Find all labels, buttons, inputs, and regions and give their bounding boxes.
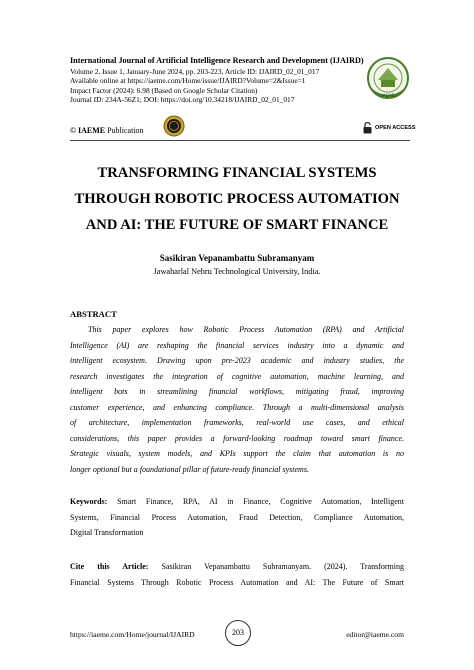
abstract-line: This paper explores how Robotic Process Automation (RPA) and Artificial <box>88 325 404 334</box>
keywords-line <box>70 494 404 510</box>
abstract-line: of architecture, implementation frameworks, real-world use cases, and ethical <box>70 418 404 427</box>
publisher-badge-icon <box>163 115 185 137</box>
impact-factor-line: Impact Factor (2024): 6.98 (Based on Google Scholar Citation) <box>70 85 258 95</box>
keywords-block <box>70 494 404 541</box>
abstract-line: intelligent bots in streamlining financial workflows, mitigating fraud, improving <box>70 387 404 396</box>
publisher-label <box>70 126 144 135</box>
title-line: AND AI: THE FUTURE OF SMART FINANCE <box>85 217 389 233</box>
abstract-line: considerations, this paper provides a forward-looking roadmap toward smart finance. <box>70 433 404 443</box>
keywords-line: Systems, Financial Process Automation, Fraud Detection, Compliance Automation, <box>70 512 404 522</box>
svg-text:IAEME: IAEME <box>381 93 395 98</box>
volume-line: Volume 2, Issue 1, January-June 2024, pp. 203-223, Article ID: IJAIRD_02_01_017 <box>70 66 320 76</box>
abstract-line: customer experience, and enhancing compliance. Through a multi-dimensional analysis <box>70 402 404 412</box>
keywords-line: Digital Transformation <box>70 528 144 537</box>
available-online-line[interactable]: Available online at https://iaeme.com/Home/issue/IJAIRD?Volume=2&Issue=1 <box>70 76 306 86</box>
journal-header <box>70 56 370 105</box>
journal-title: International Journal of Artificial Intelligence Research and Development (IJAIRD) <box>70 56 364 65</box>
citation-line <box>70 559 404 575</box>
citation-line: Financial Systems Through Robotic Process Automation and AI: The Future of Smart <box>70 577 404 587</box>
citation-text: Sasikiran Vepanambattu Subramanyam. (2024). Transforming <box>148 562 404 571</box>
keywords-label: Keywords: <box>70 497 108 506</box>
open-access-badge <box>363 121 416 135</box>
open-access-label: OPEN ACCESS <box>375 125 416 131</box>
author-affiliation: Jawaharlal Nehru Technological University, India. <box>153 267 321 276</box>
abstract-heading: ABSTRACT <box>70 309 117 319</box>
citation-block <box>70 559 404 590</box>
title-line: TRANSFORMING FINANCIAL SYSTEMS <box>97 165 377 181</box>
abstract-line: research investigates the integration of cognitive automation, machine learning, and <box>70 371 404 381</box>
header-divider <box>70 140 410 141</box>
footer-email-link[interactable]: editor@iaeme.com <box>346 630 404 639</box>
publisher-suffix: Publication <box>105 126 144 135</box>
abstract-line: intelligent ecosystem. Drawing upon pre-2023 academic and industry studies, the <box>70 356 404 365</box>
abstract-line: longer optional but a foundational pillar of future-ready financial systems. <box>70 464 309 474</box>
author-name: Sasikiran Vepanambattu Subramanyam <box>159 253 315 263</box>
keywords-text: Smart Finance, RPA, AI in Finance, Cognitive Automation, Intelligent <box>107 497 404 506</box>
title-line: THROUGH ROBOTIC PROCESS AUTOMATION <box>74 191 400 207</box>
journal-logo-icon <box>366 56 410 102</box>
article-title <box>50 160 424 238</box>
open-lock-icon <box>363 122 372 134</box>
citation-label: Cite this Article: <box>70 562 149 571</box>
journal-id-line[interactable]: Journal ID: 234A-56Z1; DOI: https://doi.org/10.34218/IJAIRD_02_01_017 <box>70 95 295 105</box>
publisher-name: © IAEME <box>70 126 106 135</box>
abstract-body <box>70 322 404 477</box>
footer-journal-link[interactable]: https://iaeme.com/Home/journal/IJAIRD <box>70 630 195 639</box>
abstract-line: Intelligence (AI) are reshaping the financial services industry into a dynamic and <box>70 340 404 350</box>
abstract-line: Strategic visuals, system models, and KPIs support the claim that automation is no <box>70 449 404 458</box>
page-number: 203 <box>225 620 251 646</box>
